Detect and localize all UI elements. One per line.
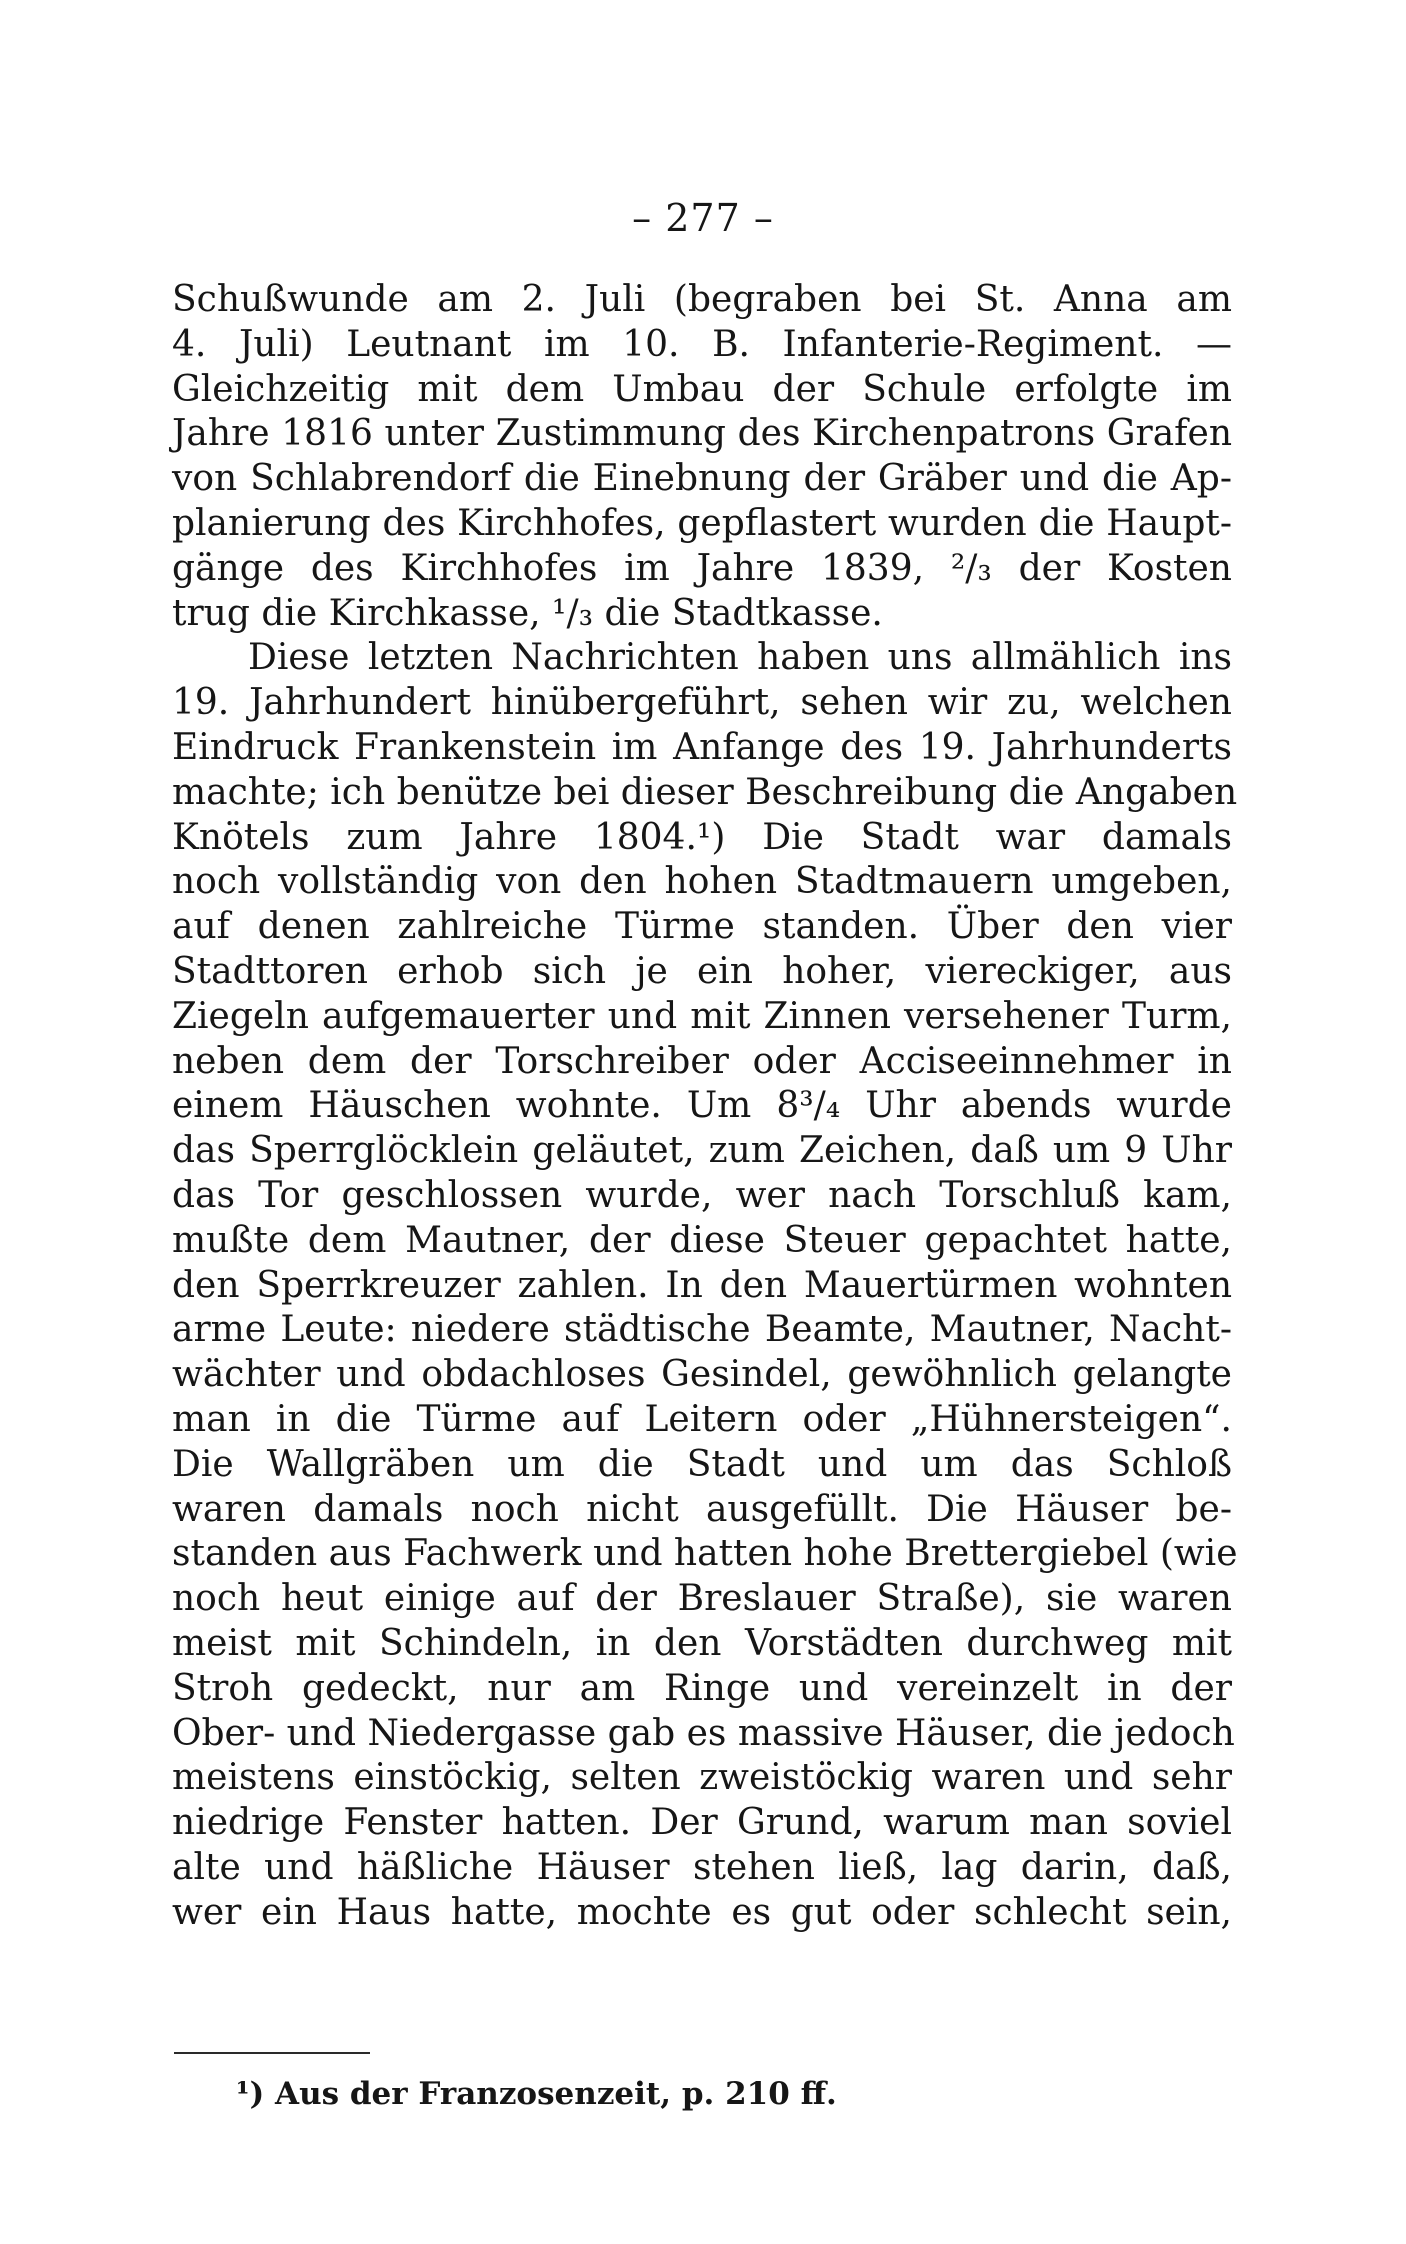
text-line: arme Leute: niedere städtische Beamte, Mautner, Nacht- xyxy=(172,1309,1232,1351)
text-line: den Sperrkreuzer zahlen. In den Mauertürmen wohnten xyxy=(172,1264,1232,1306)
text-line: meist mit Schindeln, in den Vorstädten durchweg mit xyxy=(172,1622,1232,1664)
text-line: alte und häßliche Häuser stehen ließ, lag darin, daß, xyxy=(172,1846,1232,1888)
text-line: 19. Jahrhundert hinübergeführt, sehen wir zu, welchen xyxy=(172,682,1232,724)
text-line: auf denen zahlreiche Türme standen. Über den vier xyxy=(172,906,1232,948)
text-line: noch vollständig von den hohen Stadtmauern umgeben, xyxy=(172,861,1232,903)
text-line: waren damals noch nicht ausgefüllt. Die Häuser be- xyxy=(172,1488,1232,1530)
text-line: das Sperrglöcklein geläutet, zum Zeichen, daß um 9 Uhr xyxy=(172,1130,1232,1172)
text-line: trug die Kirchkasse, ¹/₃ die Stadtkasse. xyxy=(172,592,883,634)
text-line: Jahre 1816 unter Zustimmung des Kirchenpatrons Grafen xyxy=(172,413,1232,455)
text-line: standen aus Fachwerk und hatten hohe Brettergiebel (wie xyxy=(172,1533,1238,1575)
footnote-separator xyxy=(174,2052,370,2054)
text-line: Stroh gedeckt, nur am Ringe und vereinzelt in der xyxy=(172,1667,1232,1709)
body-text xyxy=(172,278,1238,1935)
text-line: einem Häuschen wohnte. Um 8³/₄ Uhr abends wurde xyxy=(172,1085,1232,1127)
text-line: das Tor geschlossen wurde, wer nach Torschluß kam, xyxy=(172,1174,1232,1216)
text-line: gänge des Kirchhofes im Jahre 1839, ²/₃ der Kosten xyxy=(172,547,1232,589)
text-line: Diese letzten Nachrichten haben uns allmählich ins xyxy=(248,637,1232,679)
text-line: Gleichzeitig mit dem Umbau der Schule erfolgte im xyxy=(172,368,1232,410)
text-line: Stadttoren erhob sich je ein hoher, viereckiger, aus xyxy=(172,950,1232,992)
text-line: niedrige Fenster hatten. Der Grund, warum man soviel xyxy=(172,1802,1232,1844)
text-line: mußte dem Mautner, der diese Steuer gepachtet hatte, xyxy=(172,1219,1232,1261)
text-line: neben dem der Torschreiber oder Acciseeinnehmer in xyxy=(172,1040,1232,1082)
text-line: noch heut einige auf der Breslauer Straße), sie waren xyxy=(172,1578,1232,1620)
text-line: Knötels zum Jahre 1804.¹) Die Stadt war damals xyxy=(172,816,1232,858)
text-line: Die Wallgräben um die Stadt und um das Schloß xyxy=(172,1443,1232,1485)
text-line: Schußwunde am 2. Juli (begraben bei St. Anna am xyxy=(172,279,1232,320)
text-line: machte; ich benütze bei dieser Beschreibung die Angaben xyxy=(172,771,1238,813)
text-line: wer ein Haus hatte, mochte es gut oder schlecht sein, xyxy=(172,1891,1232,1933)
text-line: von Schlabrendorf die Einebnung der Gräber und die Ap- xyxy=(172,458,1232,500)
text-line: Ober- und Niedergasse gab es massive Häuser, die jedoch xyxy=(172,1712,1235,1754)
text-line: meistens einstöckig, selten zweistöckig waren und sehr xyxy=(172,1757,1232,1799)
text-line: wächter und obdachloses Gesindel, gewöhnlich gelangte xyxy=(172,1354,1232,1396)
text-line: planierung des Kirchhofes, gepflastert wurden die Haupt- xyxy=(172,502,1232,544)
text-line: 4. Juli) Leutnant im 10. B. Infanterie-Regiment. — xyxy=(172,323,1232,365)
footnote: ¹) Aus der Franzosenzeit, p. 210 ff. xyxy=(236,2076,837,2112)
text-line: man in die Türme auf Leitern oder „Hühnersteigen“. xyxy=(172,1398,1232,1440)
text-line: Eindruck Frankenstein im Anfange des 19. Jahrhunderts xyxy=(172,726,1232,768)
page-number: – 277 – xyxy=(632,196,774,240)
text-line: Ziegeln aufgemauerter und mit Zinnen versehener Turm, xyxy=(172,995,1232,1037)
